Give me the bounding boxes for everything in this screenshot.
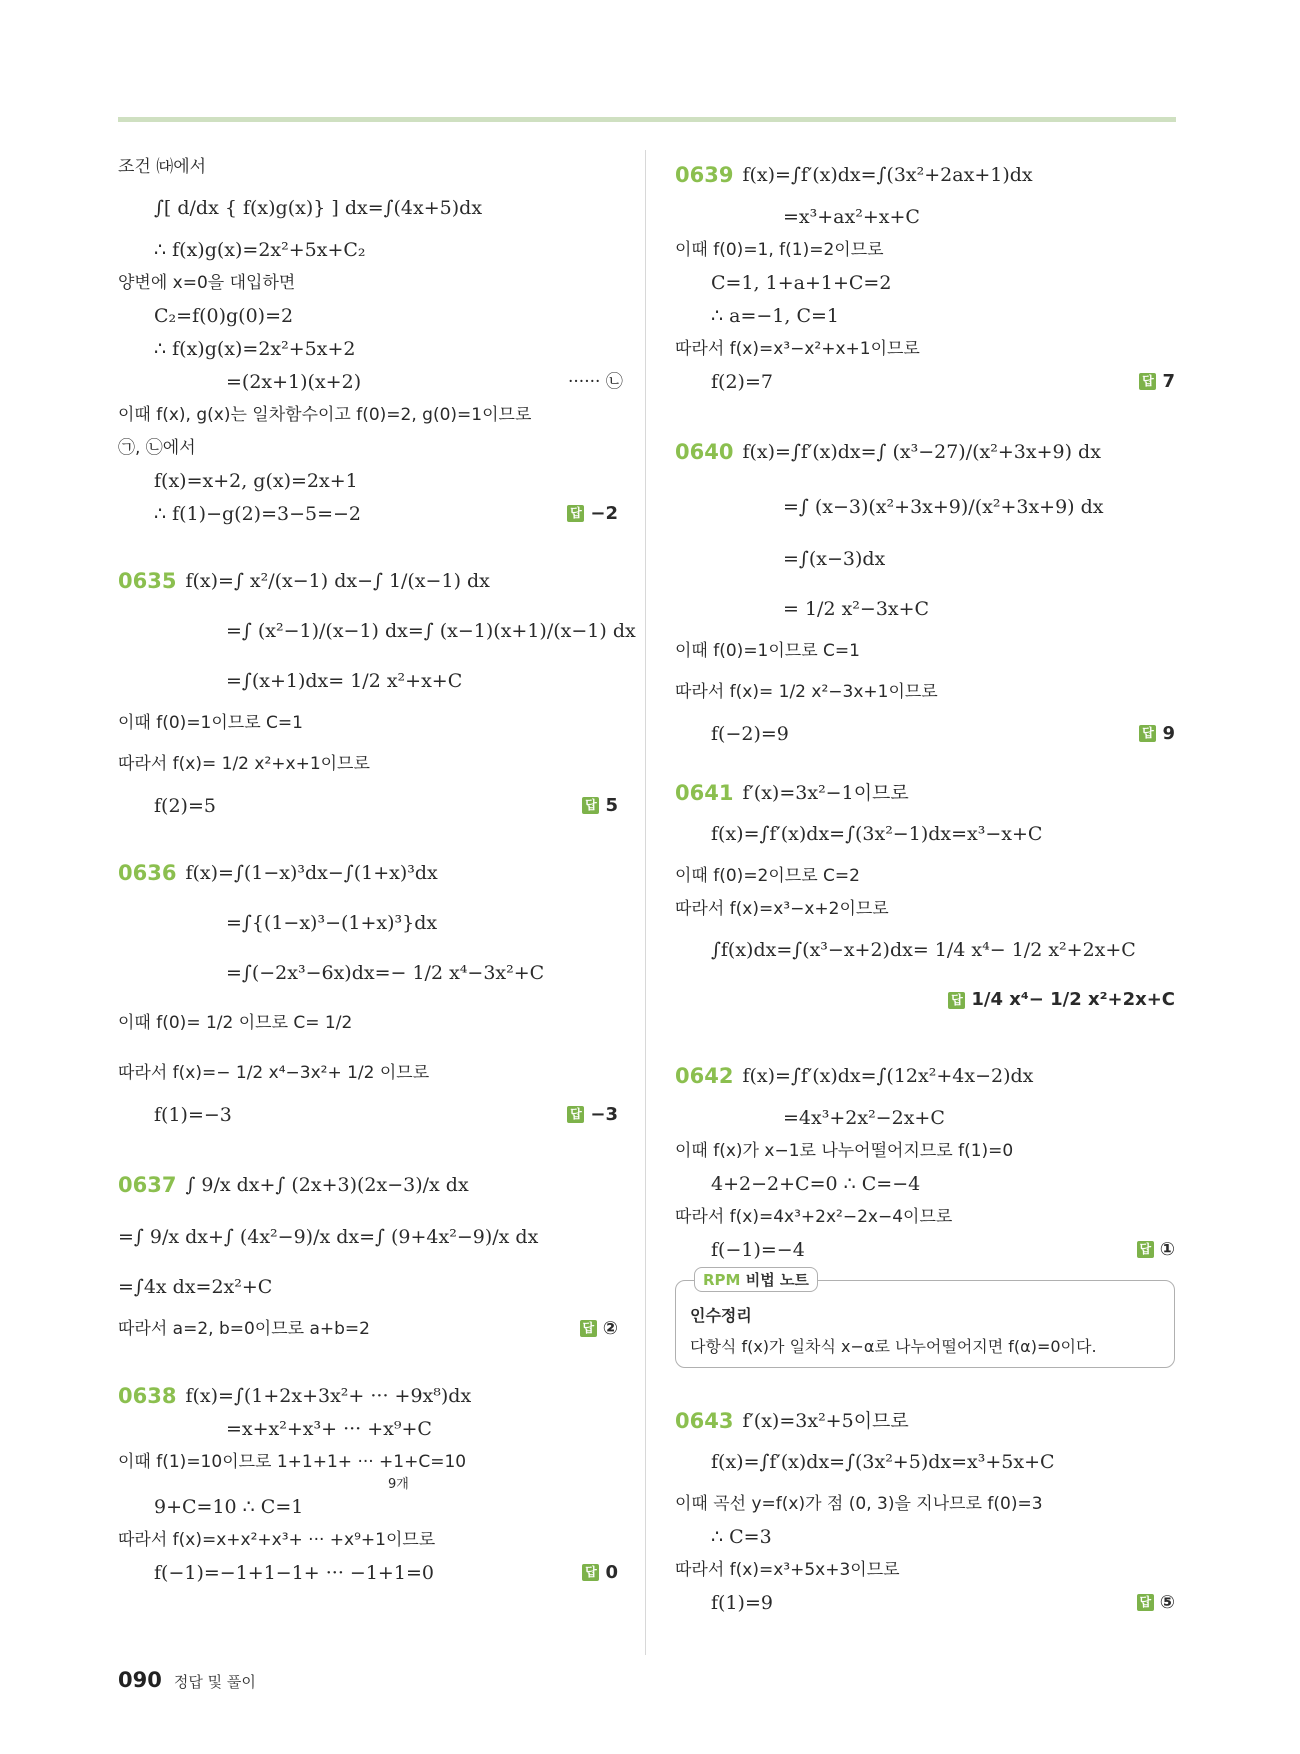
answer-value: 0 <box>605 1561 618 1583</box>
answer <box>582 1561 618 1585</box>
problem-number: 0640 <box>675 439 734 464</box>
answer-badge-icon: 답 <box>1137 1594 1154 1611</box>
page-label: 정답 및 풀이 <box>173 1673 256 1691</box>
solution-line <box>118 497 618 530</box>
solution-line: 이때 f(0)=1이므로 C=1 <box>675 640 860 661</box>
solution-text: f(x)=∫f′(x)dx=∫(12x²+4x−2)dx <box>742 1065 1034 1087</box>
tip-note-box <box>675 1271 1175 1368</box>
rpm-logo: RPM <box>703 1271 741 1289</box>
answer <box>567 1103 618 1127</box>
problem-number: 0635 <box>118 569 177 593</box>
solution-text: f(1)=9 <box>711 1591 773 1614</box>
solution-text: ∫ 9/x dx+∫ (2x+3)(2x−3)/x dx <box>185 1173 469 1196</box>
answer-value: ⑤ <box>1159 1591 1175 1613</box>
solution-line: 따라서 f(x)= 1/2 x²+x+1이므로 <box>118 754 370 774</box>
solution-line: 따라서 f(x)=x+x²+x³+ ··· +x⁹+1이므로 <box>118 1529 436 1550</box>
answer-value: ② <box>602 1317 618 1339</box>
solution-line: 따라서 f(x)=4x³+2x²−2x−4이므로 <box>675 1206 953 1227</box>
solution-line: 이때 곡선 y=f(x)가 점 (0, 3)을 지나므로 f(0)=3 <box>675 1493 1043 1514</box>
note-tab-label: 비법 노트 <box>745 1271 809 1289</box>
solution-line <box>118 556 618 606</box>
note-title: 인수정리 <box>690 1306 752 1325</box>
solution-line: ∫f(x)dx=∫(x³−x+2)dx= 1/4 x⁴− 1/2 x²+2x+C <box>711 939 1136 961</box>
underbrace-label: 9개 <box>388 1477 409 1492</box>
solution-text: f(−1)=−1+1−1+ ··· −1+1=0 <box>154 1561 434 1584</box>
answer <box>582 794 618 818</box>
page-footer <box>118 1668 256 1692</box>
solution-line: 이때 f(0)=1, f(1)=2이므로 <box>675 239 884 260</box>
answer <box>580 1317 618 1341</box>
solution-line: =x+x²+x³+ ··· +x⁹+C <box>226 1417 432 1440</box>
solution-line: 따라서 f(x)=x³−x+2이므로 <box>675 898 889 919</box>
problem-0635 <box>118 556 636 822</box>
solution-line <box>118 1556 618 1589</box>
solution-text: f(x)=∫(1+2x+3x²+ ··· +9x⁸)dx <box>185 1384 472 1407</box>
problem-number: 0636 <box>118 861 177 885</box>
solution-text: ∴ f(1)−g(2)=3−5=−2 <box>154 502 362 525</box>
solution-line <box>675 1233 1175 1266</box>
solution-line <box>675 1586 1175 1619</box>
solution-line: C₂=f(0)g(0)=2 <box>154 304 294 327</box>
answer-value: −2 <box>590 502 618 524</box>
column-divider <box>645 150 646 1655</box>
solution-line <box>118 1445 618 1492</box>
solution-line: 따라서 f(x)=x³+5x+3이므로 <box>675 1559 900 1580</box>
solution-line: 따라서 f(x)=x³−x²+x+1이므로 <box>675 338 920 359</box>
answer-badge-icon: 답 <box>567 505 584 522</box>
solution-line: 조건 ㈐에서 <box>118 156 207 177</box>
solution-line <box>118 848 618 898</box>
solution-line <box>675 150 1175 200</box>
solution-text: f(−1)=−4 <box>711 1238 805 1261</box>
solution-line <box>118 365 623 398</box>
problem-0641 <box>675 776 1175 1025</box>
solution-line <box>675 975 1175 1025</box>
answer-badge-icon: 답 <box>582 797 599 814</box>
solution-text: f(−2)=9 <box>711 722 789 745</box>
problem-number: 0641 <box>675 780 734 805</box>
solution-text: 이때 f(1)=10이므로 1+1+1+ ··· +1+C=10 <box>118 1451 467 1472</box>
solution-line: f(x)=∫f′(x)dx=∫(3x²−1)dx=x³−x+C <box>711 823 1043 845</box>
solution-line <box>675 365 1175 398</box>
answer-value: 5 <box>605 794 618 816</box>
solution-text: f(x)=∫ x²/(x−1) dx−∫ 1/(x−1) dx <box>185 570 490 592</box>
answer-value: 7 <box>1162 370 1175 392</box>
solution-line: =∫(x+1)dx= 1/2 x²+x+C <box>226 670 463 692</box>
answer-badge-icon: 답 <box>582 1564 599 1581</box>
top-rule <box>118 117 1176 122</box>
solution-line: ∴ f(x)g(x)=2x²+5x+2 <box>154 337 356 360</box>
problem-0638 <box>118 1379 618 1589</box>
problem-0643 <box>675 1404 1175 1619</box>
problem-number: 0639 <box>675 163 734 187</box>
problem-0642 <box>675 1051 1175 1266</box>
solution-line <box>675 1404 1175 1437</box>
solution-text: f(2)=5 <box>154 794 216 817</box>
note-body: 다항식 f(x)가 일차식 x−α로 나누어떨어지면 f(α)=0이다. <box>690 1337 1097 1356</box>
solution-line <box>675 1051 1175 1101</box>
solution-line: 이때 f(x)가 x−1로 나누어떨어지므로 f(1)=0 <box>675 1140 1014 1161</box>
answer-badge-icon: 답 <box>948 992 965 1009</box>
problem-0639 <box>675 150 1175 398</box>
problem-0637 <box>118 1157 618 1345</box>
solution-line: 이때 f(0)=1이므로 C=1 <box>118 712 303 733</box>
continued-solution <box>118 150 623 530</box>
solution-line: C=1, 1+a+1+C=2 <box>711 271 892 294</box>
solution-line: =∫(−2x³−6x)dx=− 1/2 x⁴−3x²+C <box>226 962 545 984</box>
problem-number: 0643 <box>675 1408 734 1433</box>
solution-line <box>675 424 1175 479</box>
page-number: 090 <box>118 1668 162 1692</box>
solution-text: f(x)=∫f′(x)dx=∫ (x³−27)/(x²+3x+9) dx <box>742 440 1101 463</box>
solution-line: f(x)=∫f′(x)dx=∫(3x²+5)dx=x³+5x+C <box>711 1451 1055 1473</box>
solution-line <box>118 789 618 822</box>
solution-line: 9+C=10 ∴ C=1 <box>154 1495 304 1518</box>
problem-number: 0638 <box>118 1383 177 1408</box>
solution-line: 4+2−2+C=0 ∴ C=−4 <box>711 1172 921 1195</box>
solution-line: = 1/2 x²−3x+C <box>783 598 930 620</box>
solution-line: f(x)=x+2, g(x)=2x+1 <box>154 469 358 492</box>
solution-line: 이때 f(x), g(x)는 일차함수이고 f(0)=2, g(0)=1이므로 <box>118 404 532 425</box>
solution-line: =∫(x−3)dx <box>783 548 886 570</box>
answer <box>948 988 1175 1012</box>
solution-line: =∫ (x−3)(x²+3x+9)/(x²+3x+9) dx <box>783 495 1104 518</box>
solution-text: f(x)=∫f′(x)dx=∫(3x²+2ax+1)dx <box>742 164 1033 186</box>
solution-line: =x³+ax²+x+C <box>783 205 920 228</box>
problem-0640 <box>675 424 1175 750</box>
solution-text: 따라서 a=2, b=0이므로 a+b=2 <box>118 1318 370 1339</box>
solution-line: =∫ 9/x dx+∫ (4x²−9)/x dx=∫ (9+4x²−9)/x dx <box>118 1226 539 1248</box>
answer-value: −3 <box>590 1103 618 1125</box>
answer-value: 1/4 x⁴− 1/2 x²+2x+C <box>971 989 1175 1010</box>
answer-badge-icon: 답 <box>580 1320 597 1337</box>
solution-text: f′(x)=3x²+5이므로 <box>742 1409 909 1432</box>
solution-line: 따라서 f(x)=− 1/2 x⁴−3x²+ 1/2 이므로 <box>118 1063 430 1083</box>
answer <box>1137 1591 1175 1615</box>
solution-line: 따라서 f(x)= 1/2 x²−3x+1이므로 <box>675 682 938 702</box>
answer <box>1137 1238 1175 1262</box>
problem-number: 0637 <box>118 1172 177 1197</box>
solution-line <box>118 1098 618 1131</box>
solution-line: 이때 f(0)= 1/2 이므로 C= 1/2 <box>118 1013 353 1033</box>
problem-number: 0642 <box>675 1064 734 1088</box>
solution-line <box>118 1379 618 1412</box>
answer <box>1139 370 1175 394</box>
solution-text: =(2x+1)(x+2) <box>226 370 362 393</box>
answer-badge-icon: 답 <box>1139 725 1156 742</box>
solution-line: ∫[ d/dx { f(x)g(x)} ] dx=∫(4x+5)dx <box>154 197 483 219</box>
answer-value: ① <box>1159 1238 1175 1260</box>
solution-line: ㉠, ㉡에서 <box>118 437 196 458</box>
solution-text: f(x)=∫(1−x)³dx−∫(1+x)³dx <box>185 862 438 884</box>
equation-tag: ······ ㉡ <box>568 371 623 392</box>
left-column <box>118 150 636 1589</box>
solution-line: ∴ a=−1, C=1 <box>711 304 840 327</box>
note-tab <box>694 1267 818 1292</box>
solution-line: =4x³+2x²−2x+C <box>783 1106 945 1129</box>
answer-badge-icon: 답 <box>1137 1241 1154 1258</box>
answer-badge-icon: 답 <box>1139 373 1156 390</box>
solution-line <box>118 1312 618 1345</box>
solution-line: =∫4x dx=2x²+C <box>118 1276 273 1298</box>
solution-text: f(1)=−3 <box>154 1103 232 1126</box>
solution-text: f(2)=7 <box>711 370 773 393</box>
solution-line <box>118 1157 618 1212</box>
answer <box>1139 722 1175 746</box>
answer-value: 9 <box>1162 722 1175 744</box>
solution-line <box>675 776 1175 809</box>
problem-0636 <box>118 848 618 1131</box>
solution-line: ∴ C=3 <box>711 1525 772 1548</box>
solution-line: 양변에 x=0을 대입하면 <box>118 272 296 293</box>
solution-line: =∫{(1−x)³−(1+x)³}dx <box>226 912 438 934</box>
solution-line: 이때 f(0)=2이므로 C=2 <box>675 865 860 886</box>
solution-line: ∴ f(x)g(x)=2x²+5x+C₂ <box>154 238 366 261</box>
solution-line: =∫ (x²−1)/(x−1) dx=∫ (x−1)(x+1)/(x−1) dx <box>226 620 636 642</box>
answer <box>567 502 618 526</box>
solution-text: f′(x)=3x²−1이므로 <box>742 781 909 804</box>
answer-badge-icon: 답 <box>567 1106 584 1123</box>
right-column <box>675 150 1175 1619</box>
solution-line <box>675 717 1175 750</box>
